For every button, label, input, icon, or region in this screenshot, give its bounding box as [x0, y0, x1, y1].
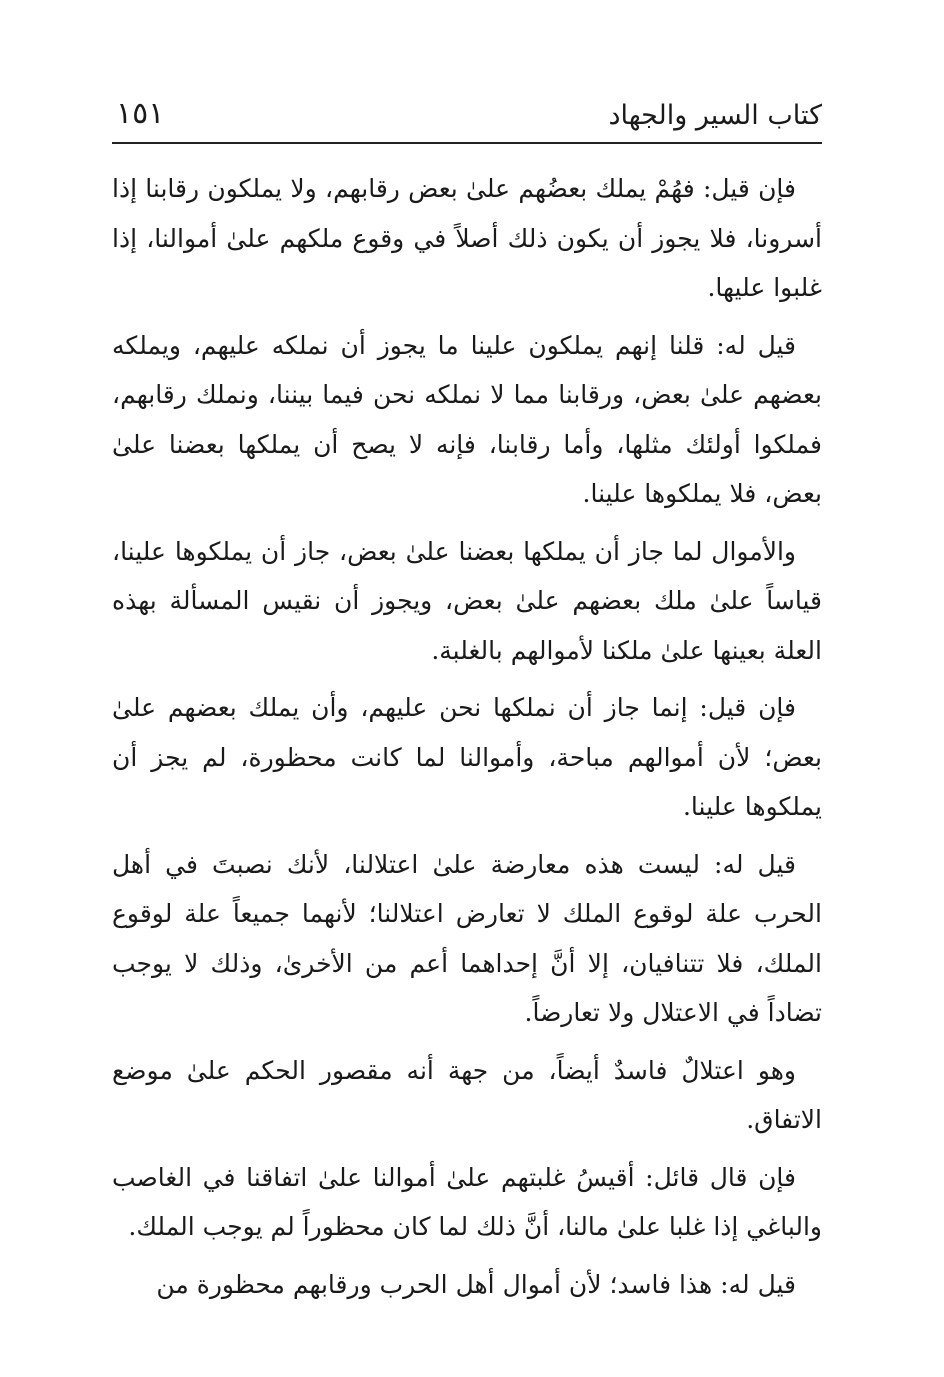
paragraph: قيل له: ليست هذه معارضة علىٰ اعتلالنا، لأنك نصبتَ في أهل الحرب علة لوقوع الملك لا تعارض اعتلالنا؛ لأنهما جميعاً علة لوقوع الملك، فلا تتنافيان، إلا أنَّ إحداهما أعم من الأخرىٰ، وذلك لا يوجب تضاداً في الاعتلال ولا تعارضاً. [112, 849, 822, 1027]
paragraph: فإن قال قائل: أقيسُ غلبتهم علىٰ أموالنا علىٰ اتفاقنا في الغاصب والباغي إذا غلبا علىٰ مالنا، أنَّ ذلك لما كان محظوراً لم يوجب الملك. [112, 1162, 822, 1241]
paragraph: والأموال لما جاز أن يملكها بعضنا علىٰ بعض، جاز أن يملكوها علينا، قياساً علىٰ ملك بعضهم علىٰ بعض، ويجوز أن نقيس المسألة بهذه العلة بعينها علىٰ ملكنا لأموالهم بالغلبة. [112, 536, 822, 665]
page-body [112, 164, 822, 1309]
page-header [112, 92, 822, 144]
paragraph: قيل له: قلنا إنهم يملكون علينا ما يجوز أن نملكه عليهم، ويملكه بعضهم علىٰ بعض، ورقابنا مما لا نملكه نحن فيما بيننا، ونملك رقابهم، فملكوا أولئك مثلها، وأما رقابنا، فإنه لا يصح أن يملكها بعضنا علىٰ بعض، فلا يملكوها علينا. [112, 330, 822, 508]
paragraph: وهو اعتلالٌ فاسدٌ أيضاً، من جهة أنه مقصور الحكم علىٰ موضع الاتفاق. [112, 1055, 822, 1134]
paragraph: فإن قيل: إنما جاز أن نملكها نحن عليهم، وأن يملك بعضهم علىٰ بعض؛ لأن أموالهم مباحة، وأموالنا لما كانت محظورة، لم يجز أن يملكوها علينا. [112, 693, 822, 821]
paragraph: فإن قيل: فهُمْ يملك بعضُهم علىٰ بعض رقابهم، ولا يملكون رقابنا إذا أسرونا، فلا يجوز أن يكون ذلك أصلاً في وقوع ملكهم علىٰ أموالنا، إذا غلبوا عليها. [112, 174, 822, 302]
page-number: ١٥١ [116, 96, 165, 131]
chapter-title: كتاب السير والجهاد [608, 100, 822, 131]
paragraph: قيل له: هذا فاسد؛ لأن أموال أهل الحرب ورقابهم محظورة من [156, 1269, 796, 1299]
